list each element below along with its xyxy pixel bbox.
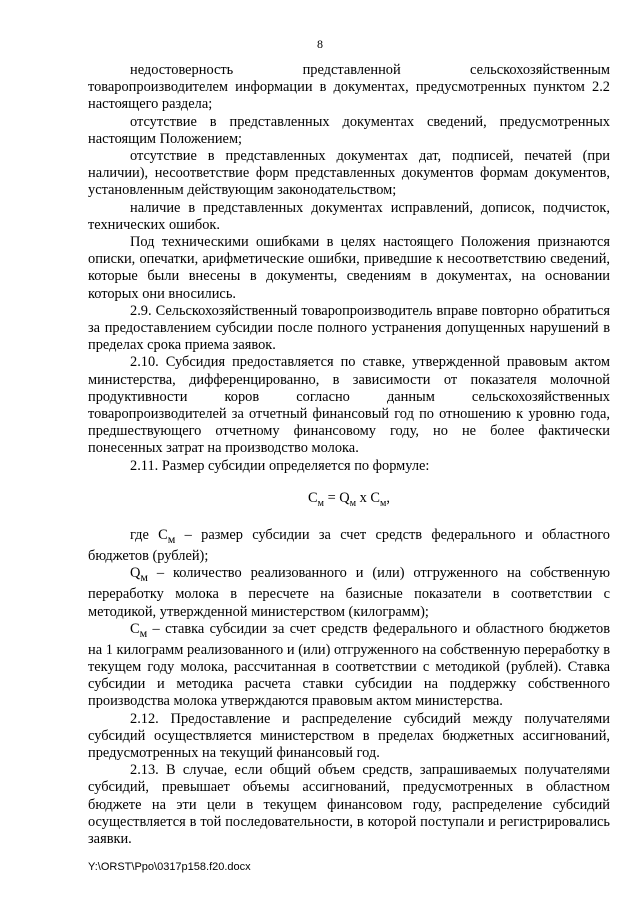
paragraph-corrections: наличие в представленных документах исправлений, дописок, подчисток, технических ошибок. <box>88 199 610 233</box>
formula-q-sub: м <box>349 497 357 509</box>
footer-file-path: Y:\ORST\Ppo\0317p158.f20.docx <box>88 861 251 873</box>
paragraph-2-9: 2.9. Сельскохозяйственный товаропроизводитель вправе повторно обратиться за предоставлением субсидии после полного устранения допущенных нарушений в пределах срока приема заявок. <box>88 302 610 354</box>
subsidy-formula <box>88 490 610 512</box>
document-body <box>88 62 610 848</box>
formula-times: x С <box>356 489 381 506</box>
paragraph-2-12: 2.12. Предоставление и распределение субсидий между получателями субсидий осуществляется министерством в пределах бюджетных ассигнований, предусмотренных на текущий финансовый год. <box>88 710 610 762</box>
formula-lhs-sub: м <box>317 497 324 509</box>
formula-c-sub: м <box>380 497 387 509</box>
paragraph-unreliable-info: недостоверность представленной сельскохозяйственным товаропроизводителем информации в документах, предусмотренных пунктом 2.2 настоящего раздела; <box>88 62 610 113</box>
page-number: 8 <box>317 37 323 51</box>
paragraph-technical-errors: Под техническими ошибками в целях настоящего Положения признаются описки, опечатки, арифметические ошибки, приведшие к несоответствию сведений, которые были внесены в документы, сведениям в документах, на основании которых они вносились. <box>88 234 610 302</box>
paragraph-q-definition: $Q_м$ – количество реализованного и (или) отгруженного на собственную переработку молока в пересчете на базисные показатели в соответствии с методикой, утвержденной министерством (килограмм); <box>88 565 610 620</box>
paragraph-where-c: где $С_м$ – размер субсидии за счет средств федерального и областного бюджетов (рублей); <box>88 526 611 565</box>
formula-lhs: С <box>308 489 318 506</box>
formula-end: , <box>386 489 390 506</box>
paragraph-2-10: 2.10. Субсидия предоставляется по ставке, утвержденной правовым актом министерства, дифференцированно, в зависимости от показателя молочной продуктивности коров согласно данным сельскохозяйственных товаропроизводителей за отчетный финансовый год по отношению к уровню года, предшествующего отчетному финансовому году, но не более фактически понесенных затрат на производство молока. <box>88 354 610 457</box>
paragraph-c-rate-definition: $С_м$ – ставка субсидии за счет средств федерального и областного бюджетов на 1 килограмм реализованного и (или) отгруженного на собственную переработку в текущем году молока, рассчитанная в соответствии с методикой (рублей). Ставка субсидии и методика расчета ставки субсидии на поддержку собственного производства молока утверждаются правовым актом министерства. <box>88 620 610 710</box>
paragraph-2-11: 2.11. Размер субсидии определяется по формуле: <box>130 457 430 474</box>
paragraph-2-13: 2.13. В случае, если общий объем средств, запрашиваемых получателями субсидий, превышает объемы ассигнований, предусмотренных в областном бюджете на эти цели в текущем финансовом году, распределение субсидий осуществляется в той последовательности, в которой поступали и регистрировались заявки. <box>88 762 610 848</box>
paragraph-missing-info: отсутствие в представленных документах сведений, предусмотренных настоящим Положением; <box>88 113 610 147</box>
paragraph-missing-dates: отсутствие в представленных документах дат, подписей, печатей (при наличии), несоответствие форм представленных документов формам документов, установленным действующим законодательством; <box>88 148 610 199</box>
formula-eq: = Q <box>323 489 350 506</box>
